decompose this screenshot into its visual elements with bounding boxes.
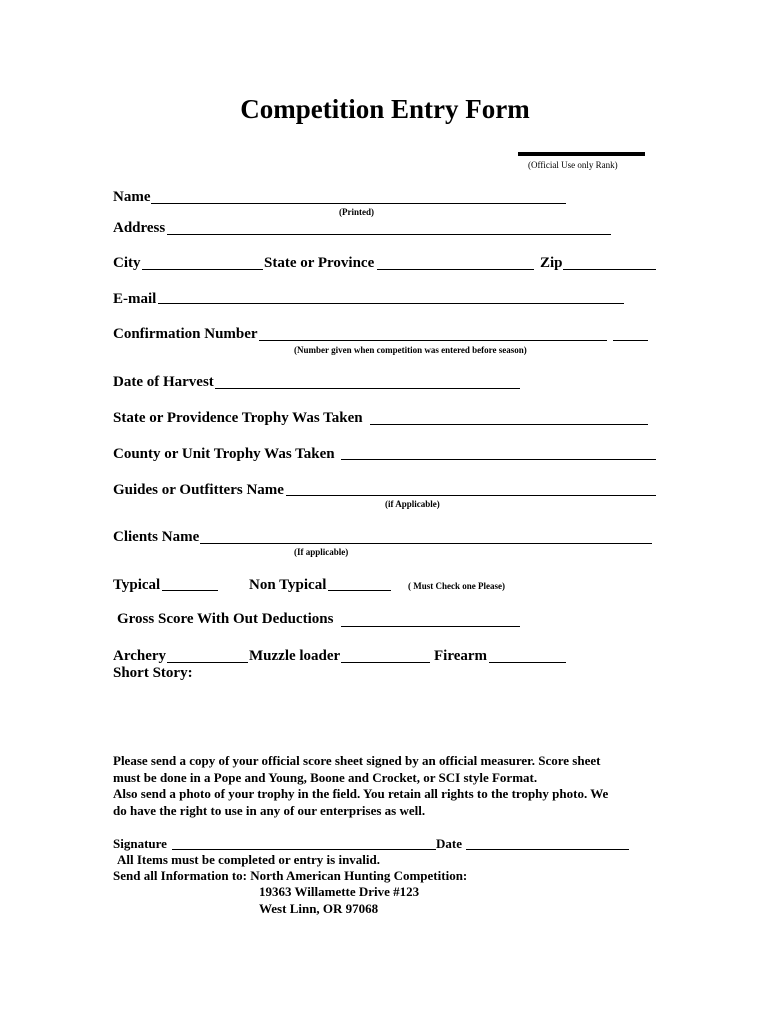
- must-check-note: ( Must Check one Please): [408, 581, 505, 591]
- guides-field[interactable]: [286, 495, 656, 496]
- instruction-line: Please send a copy of your official score sheet signed by an official measurer. Score sheet: [113, 753, 601, 768]
- email-field[interactable]: [158, 303, 624, 304]
- address-line-2: West Linn, OR 97068: [259, 901, 379, 916]
- state-province-label: State or Province: [264, 255, 375, 271]
- instruction-line: Also send a photo of your trophy in the field. You retain all rights to the trophy photo. We: [113, 786, 609, 801]
- name-field[interactable]: [151, 203, 566, 204]
- instruction-line: must be done in a Pope and Young, Boone and Crocket, or SCI style Format.: [113, 769, 538, 785]
- all-items-note: All Items must be completed or entry is invalid.: [117, 852, 380, 867]
- firearm-field[interactable]: [489, 662, 566, 663]
- instructions: [113, 753, 608, 819]
- date-harvest-field[interactable]: [215, 388, 520, 389]
- date-field[interactable]: [466, 849, 629, 850]
- send-to: Send all Information to: North American Hunting Competition:: [113, 868, 468, 883]
- archery-label: Archery: [113, 648, 167, 664]
- city-field[interactable]: [142, 269, 263, 270]
- guides-note: (if Applicable): [385, 499, 440, 509]
- clients-label: Clients Name: [113, 529, 200, 545]
- confirmation-field-extra[interactable]: [613, 340, 648, 341]
- zip-field[interactable]: [563, 269, 656, 270]
- short-story-label: Short Story:: [113, 665, 193, 681]
- address-line-1: 19363 Willamette Drive #123: [259, 884, 420, 899]
- clients-note: (If applicable): [294, 547, 349, 557]
- printed-note: (Printed): [339, 207, 374, 217]
- confirmation-label: Confirmation Number: [113, 326, 258, 342]
- state-trophy-label: State or Providence Trophy Was Taken: [113, 410, 363, 426]
- gross-score-label: Gross Score With Out Deductions: [117, 611, 334, 627]
- date-harvest-label: Date of Harvest: [113, 374, 214, 390]
- guides-label: Guides or Outfitters Name: [113, 482, 284, 498]
- name-label: Name: [113, 189, 151, 205]
- address-label: Address: [113, 220, 166, 236]
- signature-field[interactable]: [172, 849, 436, 850]
- date-label: Date: [436, 836, 462, 851]
- instruction-line: do have the right to use in any of our enterprises as well.: [113, 802, 426, 818]
- archery-field[interactable]: [167, 662, 248, 663]
- city-label: City: [113, 255, 141, 271]
- confirmation-note: (Number given when competition was entered before season): [294, 345, 527, 355]
- muzzle-field[interactable]: [341, 662, 430, 663]
- typical-label: Typical: [113, 577, 161, 593]
- official-use-note: (Official Use only Rank): [528, 160, 618, 170]
- confirmation-field[interactable]: [259, 340, 607, 341]
- muzzle-label: Muzzle loader: [249, 648, 341, 664]
- state-trophy-field[interactable]: [370, 424, 648, 425]
- clients-field[interactable]: [200, 543, 652, 544]
- firearm-label: Firearm: [434, 648, 488, 664]
- state-province-field[interactable]: [377, 269, 534, 270]
- county-trophy-field[interactable]: [341, 459, 656, 460]
- gross-score-field[interactable]: [341, 626, 520, 627]
- non-typical-field[interactable]: [328, 590, 391, 591]
- non-typical-label: Non Typical: [249, 577, 327, 593]
- page-title: Competition Entry Form: [240, 94, 530, 124]
- address-field[interactable]: [167, 234, 611, 235]
- email-label: E-mail: [113, 291, 157, 307]
- typical-field[interactable]: [162, 590, 218, 591]
- zip-label: Zip: [540, 255, 563, 271]
- official-rank-line[interactable]: [518, 152, 645, 156]
- signature-label: Signature: [113, 836, 167, 851]
- county-trophy-label: County or Unit Trophy Was Taken: [113, 446, 335, 462]
